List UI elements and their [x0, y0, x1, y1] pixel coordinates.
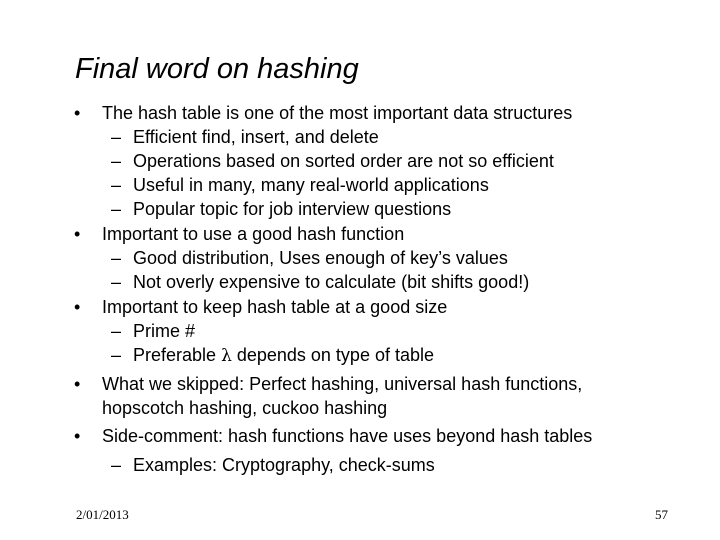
dash-marker: – — [111, 321, 122, 341]
bullet-marker: • — [74, 297, 81, 317]
bullet-marker: • — [74, 374, 81, 394]
bullet-3-sub-2-after: depends on type of table — [231, 345, 435, 365]
bullet-3-text: Important to keep hash table at a good size — [102, 297, 448, 317]
dash-marker: – — [111, 455, 122, 475]
bullet-1-text: The hash table is one of the most important data structures — [102, 103, 573, 123]
bullet-1-sub-4: Popular topic for job interview questions — [133, 199, 452, 219]
dash-marker: – — [111, 345, 122, 365]
bullet-2-text: Important to use a good hash function — [102, 224, 405, 244]
dash-marker: – — [111, 248, 122, 268]
bullet-5-text: Side-comment: hash functions have uses beyond hash tables — [102, 426, 593, 446]
bullet-3-sub-1: Prime # — [133, 321, 196, 341]
bullet-1-sub-2: Operations based on sorted order are not so efficient — [133, 151, 554, 171]
bullet-2-sub-2: Not overly expensive to calculate (bit shifts good!) — [133, 272, 530, 292]
bullet-marker: • — [74, 224, 81, 244]
bullet-4-text-cont: hopscotch hashing, cuckoo hashing — [102, 398, 388, 418]
bullet-3-sub-2 — [133, 344, 434, 367]
page-number: 57 — [655, 507, 668, 522]
dash-marker: – — [111, 272, 122, 292]
bullet-marker: • — [74, 426, 81, 446]
slide-title: Final word on hashing — [75, 53, 359, 85]
dash-marker: – — [111, 151, 122, 171]
bullet-5-sub-1: Examples: Cryptography, check-sums — [133, 455, 435, 475]
bullet-marker: • — [74, 103, 81, 123]
lambda-symbol: λ — [221, 346, 232, 366]
dash-marker: – — [111, 127, 122, 147]
dash-marker: – — [111, 199, 122, 219]
bullet-2-sub-1: Good distribution, Uses enough of key’s values — [133, 248, 508, 268]
bullet-1-sub-1: Efficient find, insert, and delete — [133, 127, 379, 147]
bullet-4-text: What we skipped: Perfect hashing, universal hash functions, — [102, 374, 583, 394]
dash-marker: – — [111, 175, 122, 195]
footer-date: 2/01/2013 — [76, 507, 129, 522]
bullet-3-sub-2-before: Preferable — [133, 345, 222, 365]
bullet-1-sub-3: Useful in many, many real-world applications — [133, 175, 489, 195]
